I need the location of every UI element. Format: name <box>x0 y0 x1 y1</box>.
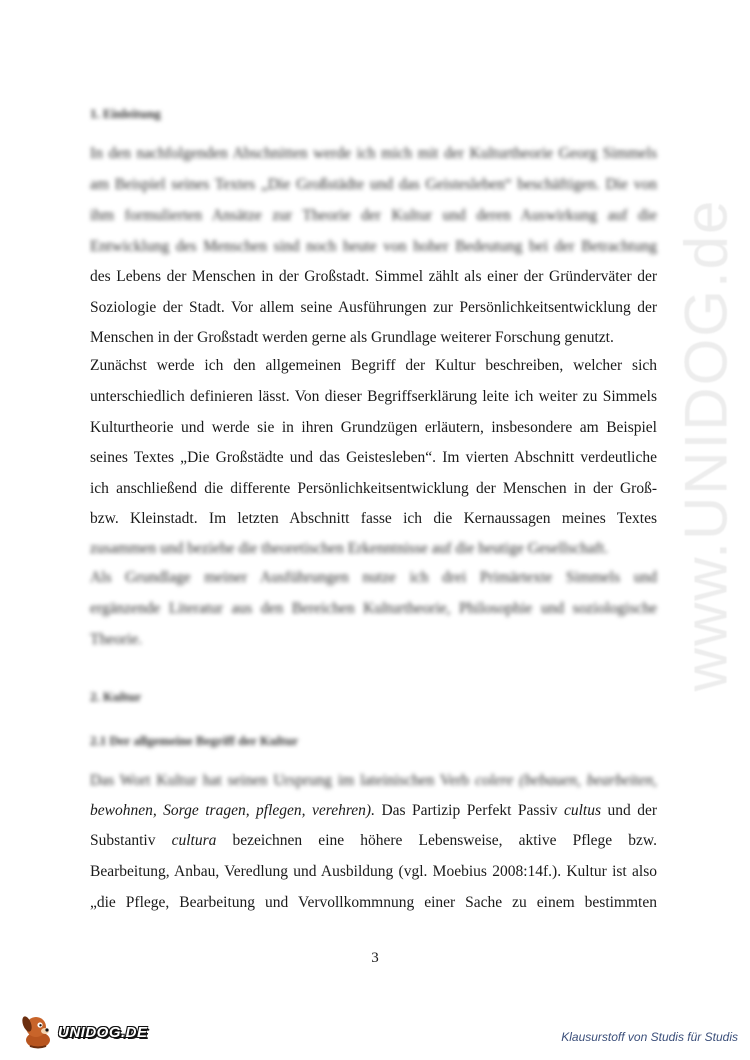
text-line: Zunächst werde ich den allgemeinen Begriff der Kultur beschreiben, welcher sich <box>90 357 657 374</box>
text-line: ergänzende Literatur aus den Bereichen Kulturtheorie, Philosophie und soziologische <box>90 600 657 617</box>
subsection-heading: 2.1 Der allgemeine Begriff der Kultur <box>90 733 299 748</box>
text-line: unterschiedlich definieren lässt. Von dieser Begriffserklärung leite ich weiter zu Simmels <box>90 388 657 405</box>
text-line: „die Pflege, Bearbeitung und Vervollkommnung einer Sache zu einem bestimmten <box>90 894 657 911</box>
text-line: bzw. Kleinstadt. Im letzten Abschnitt fasse ich die Kernaussagen meines Textes <box>90 510 657 527</box>
text-line: ihm formulierten Ansätze zur Theorie der Kultur und deren Auswirkung auf die <box>90 207 657 224</box>
text-line: bewohnen, Sorge tragen, pflegen, verehren). Das Partizip Perfekt Passiv cultus und der <box>90 802 657 819</box>
section-heading-kultur: 2. Kultur <box>90 689 142 704</box>
text-line: Kulturtheorie und werde sie in ihren Grundzügen erläutern, insbesondere am Beispiel <box>90 419 657 436</box>
page-number: 3 <box>371 950 379 966</box>
text-line: zusammen und beziehe die theoretischen Erkenntnisse auf die heutige Gesellschaft. <box>90 540 609 557</box>
text-line: Soziologie der Stadt. Vor allem seine Ausführungen zur Persönlichkeitsentwicklung der <box>90 299 657 316</box>
watermark: www.UNIDOG.de <box>672 198 740 692</box>
text-line: ich anschließend die differente Persönlichkeitsentwicklung der Menschen in der Groß- <box>90 480 657 497</box>
text-line: Entwicklung des Menschen sind noch heute von hoher Bedeutung bei der Betrachtung <box>90 238 657 255</box>
text-line: Substantiv cultura bezeichnen eine höhere Lebensweise, aktive Pflege bzw. <box>90 832 657 849</box>
text-line: am Beispiel seines Textes „Die Großstädte und das Geistesleben“ beschäftigen. Die von <box>90 176 657 193</box>
text-line: Menschen in der Großstadt werden gerne als Grundlage weiterer Forschung genutzt. <box>90 329 614 346</box>
text-line: seines Textes „Die Großstädte und das Geistesleben“. Im vierten Abschnitt verdeutliche <box>90 449 657 466</box>
text-line: Als Grundlage meiner Ausführungen nutze ich drei Primärtexte Simmels und <box>90 569 657 586</box>
text-line: Theorie. <box>90 631 143 648</box>
logo-wordmark: UNIDOG.DE <box>58 1024 148 1041</box>
text-line: des Lebens der Menschen in der Großstadt. Simmel zählt als einer der Gründerväter der <box>90 268 657 285</box>
unidog-logo <box>18 1010 158 1050</box>
text-line: Das Wort Kultur hat seinen Ursprung im lateinischen Verb colere (bebauen, bearbeiten, <box>90 772 657 789</box>
footer-tagline: Klausurstoff von Studis für Studis <box>561 1030 738 1044</box>
dog-mascot-icon <box>18 1010 58 1050</box>
text-line: Bearbeitung, Anbau, Veredlung und Ausbildung (vgl. Moebius 2008:14f.). Kultur ist also <box>90 863 657 880</box>
text-line: In den nachfolgenden Abschnitten werde ich mich mit der Kulturtheorie Georg Simmels <box>90 145 657 162</box>
section-heading-einleitung: 1. Einleitung <box>90 106 161 121</box>
